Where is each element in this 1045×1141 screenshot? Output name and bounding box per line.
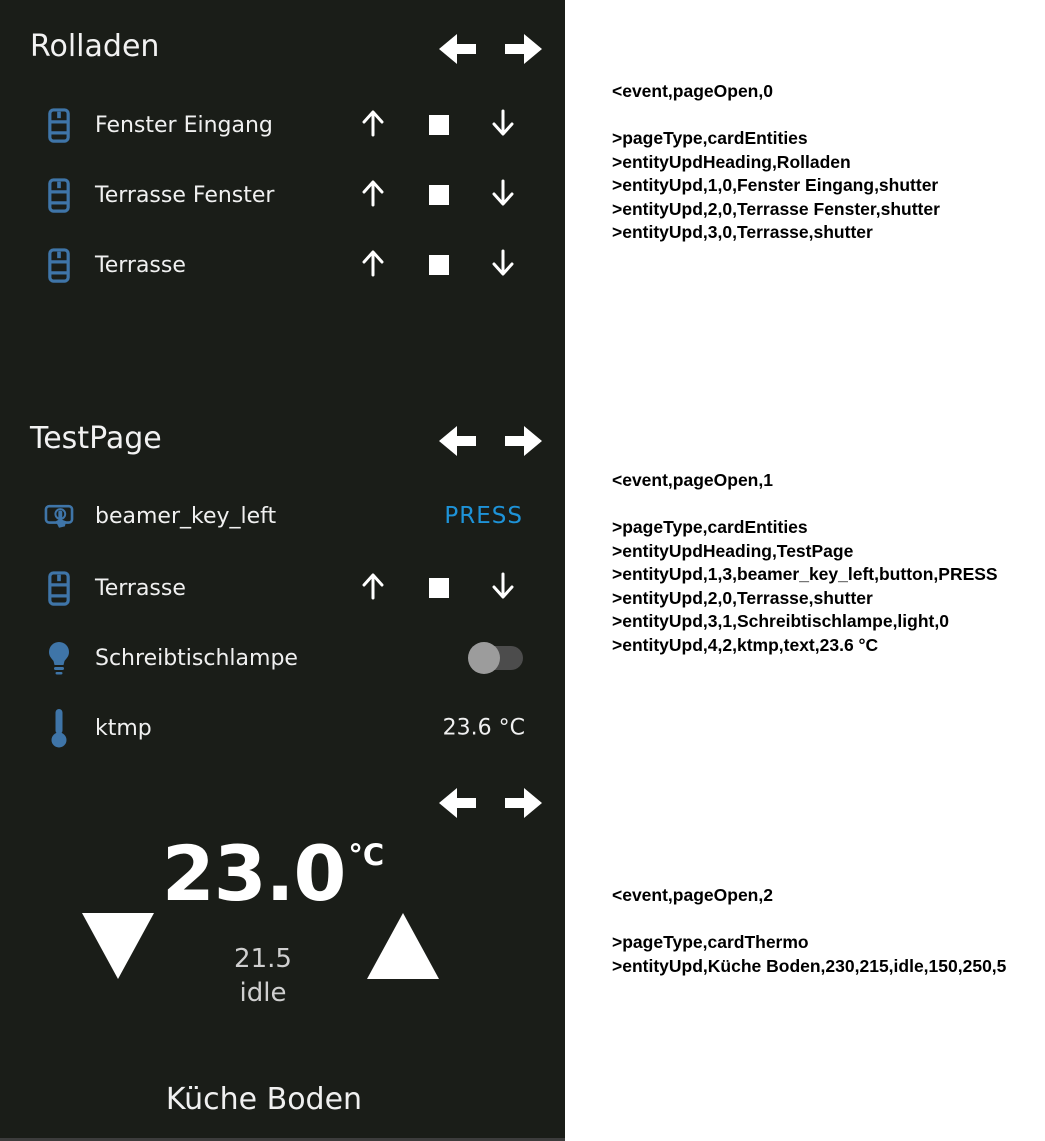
arrow-right-icon[interactable] [505, 787, 543, 819]
thermo-current-temp [0, 829, 546, 918]
card3-nav [438, 787, 565, 821]
protocol-block-page1 [612, 469, 998, 657]
press-button[interactable]: PRESS [444, 503, 523, 529]
thermometer-icon [44, 707, 74, 749]
protocol-line: >entityUpd,3,0,Terrasse,shutter [612, 222, 873, 242]
entity-row-beamer-key-left [0, 481, 565, 551]
entity-label: Terrasse Fenster [95, 182, 275, 208]
protocol-line: <event,pageOpen,0 [612, 81, 773, 101]
card1-nav [438, 33, 565, 67]
protocol-line: <event,pageOpen,2 [612, 885, 773, 905]
protocol-line: >entityUpd,2,0,Terrasse,shutter [612, 587, 873, 608]
light-toggle-switch[interactable] [468, 642, 525, 674]
shutter-up-button[interactable] [360, 248, 386, 282]
arrow-left-icon[interactable] [438, 787, 476, 819]
arrow-left-icon[interactable] [438, 425, 476, 457]
protocol-line: >entityUpd,Küche Boden,230,215,idle,150,250,5 [612, 955, 1007, 976]
temperature-value: 23.6 °C [442, 715, 525, 741]
entity-label: ktmp [95, 715, 152, 741]
shutter-stop-button[interactable] [429, 185, 449, 205]
shutter-stop-button[interactable] [429, 578, 449, 598]
protocol-line: <event,pageOpen,1 [612, 470, 773, 490]
entity-label: beamer_key_left [95, 503, 277, 529]
shutter-down-button[interactable] [490, 248, 516, 282]
protocol-line: >entityUpd,1,0,Fenster Eingang,shutter [612, 175, 939, 195]
toggle-knob [468, 642, 500, 674]
thermo-temp-number: 23.0 [161, 829, 346, 918]
shutter-down-button[interactable] [490, 108, 516, 142]
shutter-up-button[interactable] [360, 571, 386, 605]
protocol-line: >entityUpd,3,1,Schreibtischlampe,light,0 [612, 611, 949, 631]
entity-label: Terrasse [95, 252, 186, 278]
thermo-target-temp: 21.5 [234, 944, 292, 974]
shutter-up-button[interactable] [360, 178, 386, 212]
entity-row-schreibtischlampe [0, 623, 565, 693]
shutter-icon [44, 177, 74, 214]
gesture-tap-button-icon [44, 496, 74, 536]
protocol-line: >entityUpdHeading,Rolladen [612, 151, 851, 172]
entity-row-terrasse-2 [0, 553, 565, 623]
shutter-stop-button[interactable] [429, 115, 449, 135]
arrow-right-icon[interactable] [505, 425, 543, 457]
shutter-stop-button[interactable] [429, 255, 449, 275]
protocol-line-blank [612, 908, 1006, 932]
protocol-line: >pageType,cardEntities [612, 517, 808, 537]
entity-label: Fenster Eingang [95, 112, 273, 138]
lightbulb-icon [44, 640, 74, 676]
entity-row-fenster-eingang [0, 90, 565, 160]
thermo-entity-name: Küche Boden [165, 1082, 363, 1117]
entity-row-terrasse [0, 230, 565, 300]
card-heading-testpage: TestPage [30, 421, 162, 456]
protocol-block-page0 [612, 80, 940, 245]
shutter-down-button[interactable] [490, 571, 516, 605]
shutter-down-button[interactable] [490, 178, 516, 212]
entity-label: Schreibtischlampe [95, 645, 298, 671]
arrow-right-icon[interactable] [505, 33, 543, 65]
thermo-state: idle [239, 978, 287, 1008]
protocol-line: >entityUpd,1,3,beamer_key_left,button,PRESS [612, 564, 998, 584]
shutter-icon [44, 247, 74, 284]
entity-row-terrasse-fenster [0, 160, 565, 230]
protocol-block-page2 [612, 884, 1006, 978]
shutter-icon [44, 107, 74, 144]
entity-label: Terrasse [95, 575, 186, 601]
protocol-line: >pageType,cardThermo [612, 932, 809, 952]
protocol-line: >entityUpd,2,0,Terrasse Fenster,shutter [612, 198, 940, 219]
entity-row-ktmp [0, 693, 565, 763]
arrow-left-icon[interactable] [438, 33, 476, 65]
protocol-line: >entityUpd,4,2,ktmp,text,23.6 °C [612, 634, 879, 655]
card2-nav [438, 425, 565, 459]
protocol-line: >pageType,cardEntities [612, 128, 808, 148]
thermo-temp-unit: °C [348, 838, 385, 872]
protocol-line: >entityUpdHeading,TestPage [612, 540, 854, 561]
protocol-line-blank [612, 104, 940, 128]
protocol-line-blank [612, 493, 998, 517]
card-heading-rolladen: Rolladen [30, 29, 160, 64]
shutter-up-button[interactable] [360, 108, 386, 142]
shutter-icon [44, 570, 74, 607]
